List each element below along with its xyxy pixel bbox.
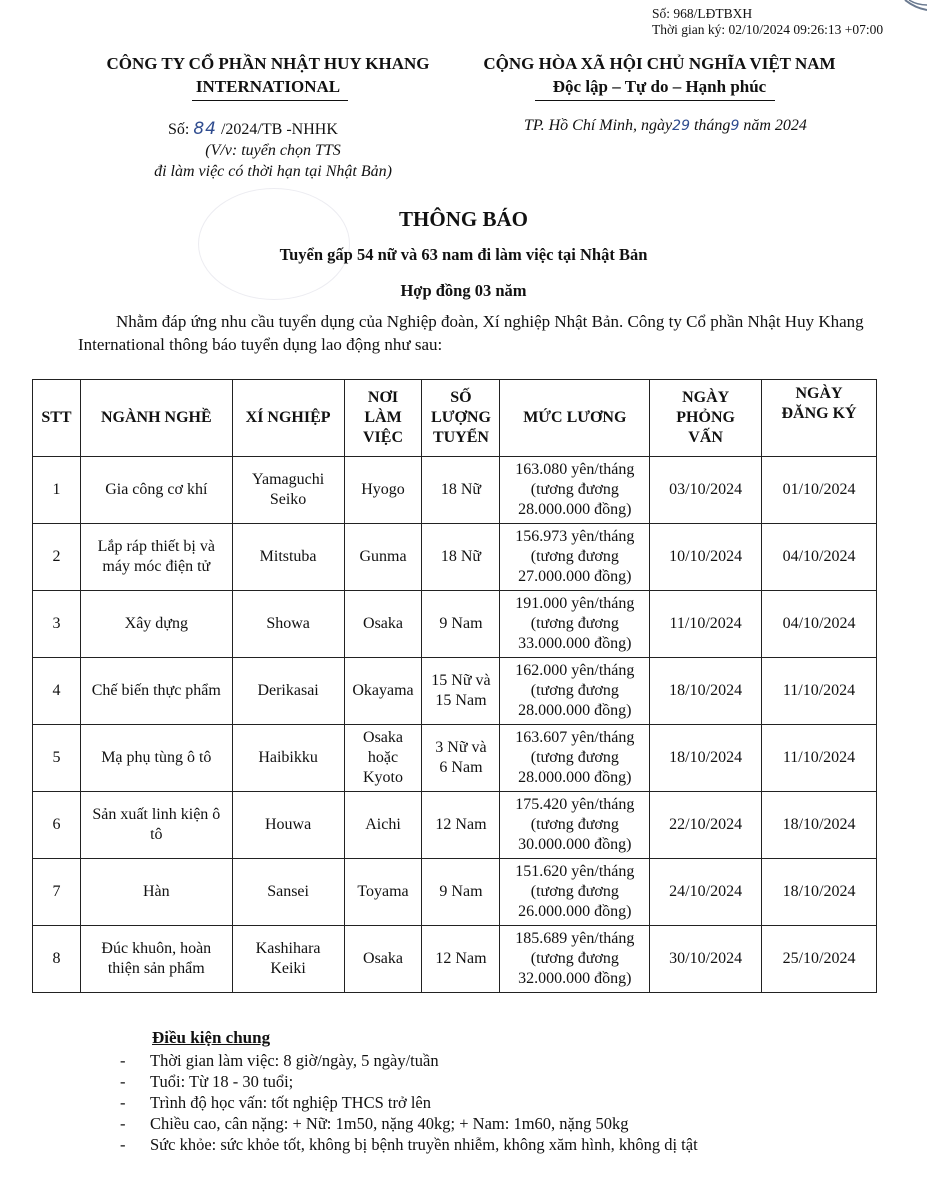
national-header [462, 52, 857, 98]
header-ngay-dang-ky: NGÀY ĐĂNG KÝ [762, 380, 877, 457]
cell-ngay-dang-ky: 04/10/2024 [762, 591, 877, 658]
cell-muc-luong: 175.420 yên/tháng (tương đương 30.000.000 đồng) [500, 792, 650, 859]
condition-item: - Chiều cao, cân nặng: + Nữ: 1m50, nặng 40kg; + Nam: 1m60, nặng 50kg [120, 1114, 629, 1133]
contract-duration: Hợp đồng 03 năm [400, 281, 527, 300]
intro-paragraph: Nhằm đáp ứng nhu cầu tuyển dụng của Nghiệp đoàn, Xí nghiệp Nhật Bản. Công ty Cổ phần Nhật Huy Khang International thông báo tuyển dụng lao động như sau: [78, 312, 864, 354]
cell-stt: 4 [33, 658, 81, 725]
header-muc-luong: MỨC LƯƠNG [500, 380, 650, 457]
cell-noi-lam-viec: Aichi [344, 792, 422, 859]
cell-nganh-nghe: Xây dựng [80, 591, 232, 658]
cell-nganh-nghe: Gia công cơ khí [80, 457, 232, 524]
list-dash: - [120, 1135, 126, 1154]
cell-noi-lam-viec: Okayama [344, 658, 422, 725]
header-ngay-phong-van: NGÀY PHỎNG VẤN [650, 380, 762, 457]
conditions-list [112, 1050, 892, 1155]
header-so-luong: SỐ LƯỢNG TUYỂN [422, 380, 500, 457]
header-nganh-nghe: NGÀNH NGHỀ [80, 380, 232, 457]
cell-ngay-phong-van: 18/10/2024 [650, 725, 762, 792]
company-name-line1: CÔNG TY CỔ PHẦN NHẬT HUY KHANG [106, 54, 430, 73]
cell-nganh-nghe: Đúc khuôn, hoàn thiện sản phẩm [80, 926, 232, 993]
company-underline [192, 100, 348, 101]
table-header-row [33, 380, 877, 457]
cell-nganh-nghe: Mạ phụ tùng ô tô [80, 725, 232, 792]
cell-muc-luong: 151.620 yên/tháng (tương đương 26.000.000 đồng) [500, 859, 650, 926]
header-stt: STT [33, 380, 81, 457]
cell-ngay-phong-van: 22/10/2024 [650, 792, 762, 859]
cell-ngay-dang-ky: 18/10/2024 [762, 859, 877, 926]
signature-number: Số: 968/LĐTBXH [652, 6, 753, 21]
company-name-line2: INTERNATIONAL [195, 77, 341, 96]
handwritten-number: 84 [193, 119, 217, 139]
notice-title: THÔNG BÁO [399, 207, 528, 231]
cell-noi-lam-viec: Toyama [344, 859, 422, 926]
header-noi-lam-viec: NƠI LÀM VIỆC [344, 380, 422, 457]
signature-time: Thời gian ký: 02/10/2024 09:26:13 +07:00 [652, 22, 884, 37]
cell-muc-luong: 163.607 yên/tháng (tương đương 28.000.000 đồng) [500, 725, 650, 792]
cell-so-luong: 18 Nữ [422, 524, 500, 591]
cell-stt: 7 [33, 859, 81, 926]
cell-noi-lam-viec: Osaka hoặc Kyoto [344, 725, 422, 792]
cell-xi-nghiep: Yamaguchi Seiko [232, 457, 344, 524]
list-dash: - [120, 1114, 126, 1133]
cell-nganh-nghe: Chế biến thực phẩm [80, 658, 232, 725]
cell-ngay-dang-ky: 18/10/2024 [762, 792, 877, 859]
cell-noi-lam-viec: Osaka [344, 591, 422, 658]
cell-ngay-dang-ky: 01/10/2024 [762, 457, 877, 524]
cell-nganh-nghe: Lắp ráp thiết bị và máy móc điện tử [80, 524, 232, 591]
cell-muc-luong: 162.000 yên/tháng (tương đương 28.000.000 đồng) [500, 658, 650, 725]
list-dash: - [120, 1093, 126, 1112]
table-row [33, 859, 877, 926]
document-number: Số: 84 /2024/TB -NHHK [168, 119, 338, 139]
handwritten-day: 29 [672, 118, 690, 134]
condition-item: - Sức khỏe: sức khỏe tốt, không bị bệnh truyền nhiễm, không xăm hình, không dị tật [120, 1135, 698, 1154]
cell-so-luong: 12 Nam [422, 926, 500, 993]
handwritten-month: 9 [730, 118, 740, 134]
table-row [33, 725, 877, 792]
cell-xi-nghiep: Derikasai [232, 658, 344, 725]
cell-so-luong: 9 Nam [422, 591, 500, 658]
conditions-title: Điều kiện chung [152, 1028, 271, 1047]
table-row [33, 457, 877, 524]
cell-so-luong: 9 Nam [422, 859, 500, 926]
condition-item: - Trình độ học vấn: tốt nghiệp THCS trở lên [120, 1093, 431, 1112]
header-xi-nghiep: XÍ NGHIỆP [232, 380, 344, 457]
national-title: CỘNG HÒA XÃ HỘI CHỦ NGHĨA VIỆT NAM [483, 54, 836, 73]
motto-underline [535, 100, 775, 101]
list-dash: - [120, 1072, 126, 1091]
table-row [33, 658, 877, 725]
cell-so-luong: 3 Nữ và 6 Nam [422, 725, 500, 792]
cell-ngay-phong-van: 18/10/2024 [650, 658, 762, 725]
cell-ngay-phong-van: 11/10/2024 [650, 591, 762, 658]
national-motto: Độc lập – Tự do – Hạnh phúc [552, 77, 767, 96]
cell-muc-luong: 185.689 yên/tháng (tương đương 32.000.000 đồng) [500, 926, 650, 993]
table-row [33, 524, 877, 591]
cell-ngay-phong-van: 24/10/2024 [650, 859, 762, 926]
cell-nganh-nghe: Hàn [80, 859, 232, 926]
cell-ngay-dang-ky: 04/10/2024 [762, 524, 877, 591]
cell-xi-nghiep: Showa [232, 591, 344, 658]
cell-so-luong: 18 Nữ [422, 457, 500, 524]
cell-so-luong: 12 Nam [422, 792, 500, 859]
company-name [88, 52, 448, 98]
cell-stt: 6 [33, 792, 81, 859]
cell-stt: 2 [33, 524, 81, 591]
cell-stt: 1 [33, 457, 81, 524]
cell-muc-luong: 163.080 yên/tháng (tương đương 28.000.000 đồng) [500, 457, 650, 524]
cell-stt: 3 [33, 591, 81, 658]
table-row [33, 926, 877, 993]
table-row [33, 591, 877, 658]
cell-ngay-dang-ky: 11/10/2024 [762, 658, 877, 725]
cell-xi-nghiep: Sansei [232, 859, 344, 926]
cell-muc-luong: 191.000 yên/tháng (tương đương 33.000.000 đồng) [500, 591, 650, 658]
cell-xi-nghiep: Houwa [232, 792, 344, 859]
cell-nganh-nghe: Sản xuất linh kiện ô tô [80, 792, 232, 859]
cell-ngay-phong-van: 30/10/2024 [650, 926, 762, 993]
cell-noi-lam-viec: Hyogo [344, 457, 422, 524]
cell-stt: 5 [33, 725, 81, 792]
cell-muc-luong: 156.973 yên/tháng (tương đương 27.000.000 đồng) [500, 524, 650, 591]
cell-ngay-dang-ky: 11/10/2024 [762, 725, 877, 792]
cell-ngay-dang-ky: 25/10/2024 [762, 926, 877, 993]
cell-xi-nghiep: Haibikku [232, 725, 344, 792]
cell-ngay-phong-van: 10/10/2024 [650, 524, 762, 591]
cell-stt: 8 [33, 926, 81, 993]
place-date: TP. Hồ Chí Minh, ngày29 tháng9 năm 2024 [524, 117, 807, 134]
notice-subtitle: Tuyển gấp 54 nữ và 63 nam đi làm việc tại Nhật Bản [279, 245, 648, 264]
document-subject: (V/v: tuyển chọn TTS đi làm việc có thời hạn tại Nhật Bản) [154, 142, 392, 180]
table-row [33, 792, 877, 859]
condition-item: - Tuổi: Từ 18 - 30 tuổi; [120, 1072, 294, 1091]
recruitment-table [32, 379, 877, 993]
cell-xi-nghiep: Kashihara Keiki [232, 926, 344, 993]
list-dash: - [120, 1051, 126, 1070]
cell-noi-lam-viec: Osaka [344, 926, 422, 993]
condition-item: - Thời gian làm việc: 8 giờ/ngày, 5 ngày/tuần [120, 1051, 439, 1070]
digital-signature-stamp [652, 6, 883, 38]
cell-so-luong: 15 Nữ và 15 Nam [422, 658, 500, 725]
signature-corner-icon [903, 0, 927, 16]
cell-xi-nghiep: Mitstuba [232, 524, 344, 591]
cell-noi-lam-viec: Gunma [344, 524, 422, 591]
cell-ngay-phong-van: 03/10/2024 [650, 457, 762, 524]
